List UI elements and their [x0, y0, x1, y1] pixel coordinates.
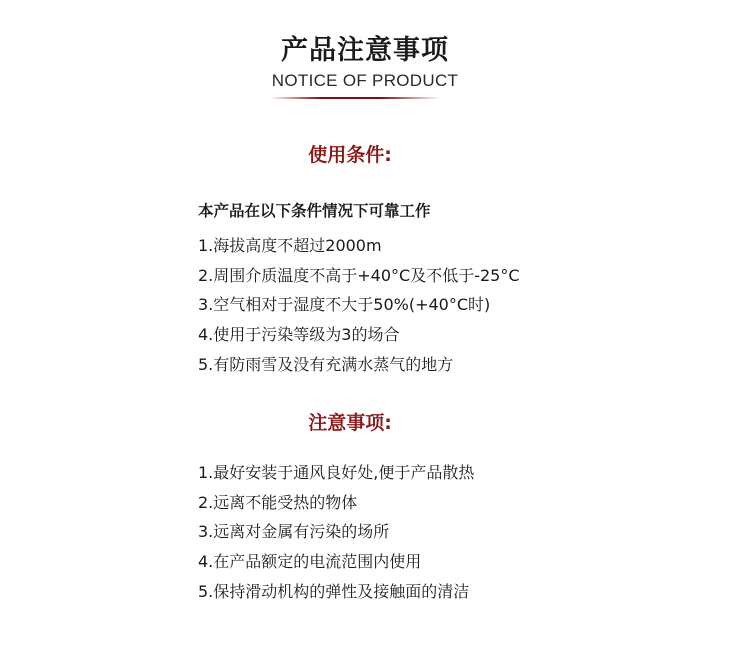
list-item: 1.海拔高度不超过2000m — [198, 236, 382, 255]
list-item: 4.使用于污染等级为3的场合 — [198, 325, 400, 345]
list-item: 1.最好安装于通风良好处,便于产品散热 — [198, 463, 475, 482]
list-item: 3.空气相对于湿度不大于50%(+40°C时) — [198, 295, 491, 315]
list-item: 2.周围介质温度不高于+40°C及不低于-25°C — [198, 265, 520, 285]
page-subtitle: NOTICE OF PRODUCT — [271, 71, 459, 90]
notes-list — [198, 458, 474, 606]
list-item: 4.在产品额定的电流范围内使用 — [198, 552, 422, 572]
list-item: 2.远离不能受热的物体 — [198, 492, 358, 512]
conditions-intro: 本产品在以下条件情况下可靠工作 — [198, 202, 431, 220]
page-title: 产品注意事项 — [281, 35, 449, 66]
conditions-heading: 使用条件: — [308, 144, 392, 166]
list-item: 5.保持滑动机构的弹性及接触面的清洁 — [198, 581, 470, 601]
list-item: 5.有防雨雪及没有充满水蒸气的地方 — [198, 354, 454, 374]
list-item: 3.远离对金属有污染的场所 — [198, 522, 390, 542]
notes-heading: 注意事项: — [308, 412, 392, 434]
conditions-list — [198, 231, 520, 379]
page-header — [0, 34, 740, 92]
title-divider — [270, 97, 440, 99]
